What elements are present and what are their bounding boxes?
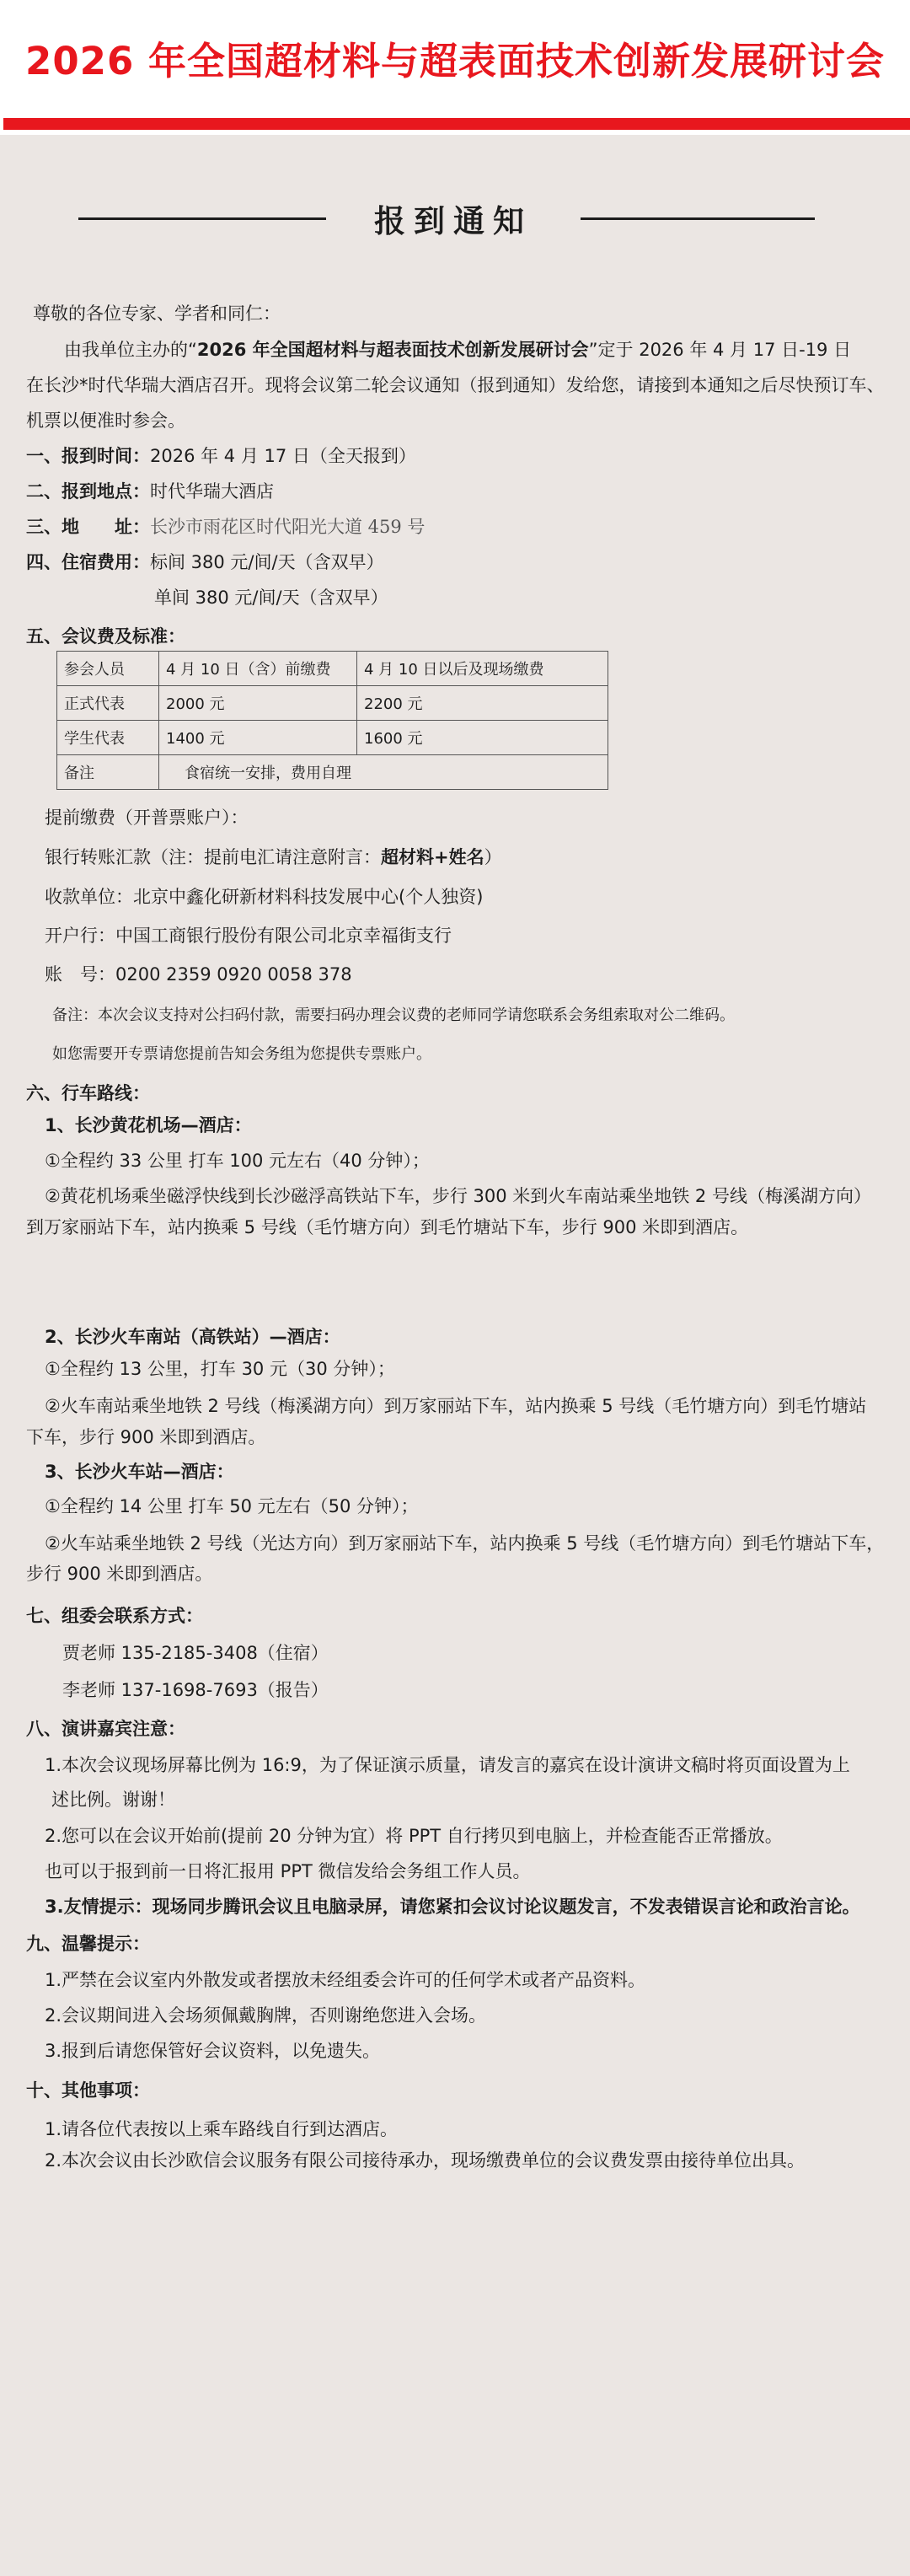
- speaker-note-2: 2.您可以在会议开始前(提前 20 分钟为宜）将 PPT 自行拷贝到电脑上，并检查能否正常播放。: [45, 1826, 783, 1846]
- speaker-note-1: 1.本次会议现场屏幕比例为 16:9，为了保证演示质量，请发言的嘉宾在设计演讲文稿时将页面设置为上: [45, 1755, 850, 1775]
- speaker-note-1-cont: 述比例。谢谢！: [51, 1790, 175, 1810]
- table-cell: 1600 元: [357, 721, 608, 755]
- reminder-2: 2.会议期间进入会场须佩戴胸牌，否则谢绝您进入会场。: [45, 2005, 487, 2026]
- bank-remark: 超材料+姓名: [381, 847, 484, 867]
- route-2-transit-cont: 下车，步行 900 米即到酒店。: [26, 1427, 266, 1447]
- other-1: 1.请各位代表按以上乘车路线自行到达酒店。: [45, 2119, 399, 2139]
- route-1-taxi: ①全程约 33 公里 打车 100 元左右（40 分钟）；: [45, 1151, 430, 1171]
- heading-rule-left: [78, 217, 326, 220]
- section-label: 一、报到时间：: [26, 446, 150, 466]
- section-10-label: 十、其他事项：: [26, 2080, 150, 2101]
- route-2-taxi: ①全程约 13 公里，打车 30 元（30 分钟）；: [45, 1359, 395, 1379]
- table-header-cell: 4 月 10 日（含）前缴费: [159, 652, 357, 686]
- contact-2: 李老师 137-1698-7693（报告）: [62, 1680, 329, 1700]
- heading-rule-right: [581, 217, 815, 220]
- address: [26, 514, 425, 539]
- table-cell: 学生代表: [57, 721, 159, 755]
- route-3-transit-cont: 步行 900 米即到酒店。: [26, 1564, 213, 1584]
- section-label: 四、住宿费用：: [26, 552, 150, 572]
- table-cell: 2200 元: [357, 686, 608, 721]
- header-divider: [3, 118, 910, 130]
- intro-line-3: 机票以便准时参会。: [26, 411, 185, 431]
- section-value: 标间 380 元/间/天（含双早）: [150, 552, 384, 572]
- accommodation-single: 单间 380 元/间/天（含双早）: [154, 588, 388, 608]
- checkin-time: [26, 443, 416, 469]
- intro-line-1: [64, 337, 851, 362]
- speaker-note-3: 3.友情提示：现场同步腾讯会议且电脑录屏，请您紧扣会议讨论议题发言，不发表错误言论和政治言论。: [45, 1897, 860, 1917]
- table-cell: 2000 元: [159, 686, 357, 721]
- route-1-transit: ②黄花机场乘坐磁浮快线到长沙磁浮高铁站下车，步行 300 米到火车南站乘坐地铁 2 号线（梅溪湖方向）: [45, 1186, 871, 1206]
- route-2-transit: ②火车南站乘坐地铁 2 号线（梅溪湖方向）到万家丽站下车，站内换乘 5 号线（毛竹塘方向）到毛竹塘站: [45, 1396, 867, 1416]
- section-label: 二、报到地点：: [26, 481, 150, 502]
- checkin-place: [26, 479, 274, 504]
- route-3-taxi: ①全程约 14 公里 打车 50 元左右（50 分钟）；: [45, 1496, 419, 1516]
- section-value: 2026 年 4 月 17 日（全天报到）: [150, 446, 416, 466]
- greeting: 尊敬的各位专家、学者和同仁：: [33, 303, 281, 324]
- route-3-title: 3、长沙火车站—酒店：: [45, 1462, 234, 1482]
- section-8-label: 八、演讲嘉宾注意：: [26, 1719, 185, 1739]
- intro-pre: 由我单位主办的“: [64, 340, 197, 360]
- intro-conference-name: 2026 年全国超材料与超表面技术创新发展研讨会: [196, 340, 589, 360]
- table-cell: 备注: [57, 755, 159, 790]
- payment-note-2: 如您需要开专票请您提前告知会务组为您提供专票账户。: [52, 1045, 431, 1063]
- page-title: 2026 年全国超材料与超表面技术创新发展研讨会: [25, 39, 885, 83]
- table-cell: 正式代表: [57, 686, 159, 721]
- table-row: [57, 755, 608, 790]
- intro-post: ”定于 2026 年 4 月 17 日-19 日: [588, 340, 852, 360]
- table-cell: 1400 元: [159, 721, 357, 755]
- accommodation: [26, 550, 384, 575]
- table-header-row: [57, 652, 608, 686]
- payment-note-1: 备注：本次会议支持对公扫码付款，需要扫码办理会议费的老师同学请您联系会务组索取对公二维码。: [52, 1006, 735, 1024]
- account-number: 账 号：0200 2359 0920 0058 378: [45, 964, 352, 985]
- route-2-title: 2、长沙火车南站（高铁站）—酒店：: [45, 1327, 340, 1347]
- intro-line-2: 在长沙*时代华瑞大酒店召开。现将会议第二轮会议通知（报到通知）发给您，请接到本通知之后尽快预订车、: [26, 375, 885, 395]
- header: [0, 0, 910, 135]
- bank-name: 开户行：中国工商银行股份有限公司北京幸福街支行: [45, 926, 452, 946]
- section-value: 长沙市雨花区时代阳光大道 459 号: [150, 517, 426, 537]
- section-value: 时代华瑞大酒店: [150, 481, 274, 502]
- payee: 收款单位：北京中鑫化研新材料科技发展中心(个人独资): [45, 887, 484, 907]
- table-row: [57, 686, 608, 721]
- prepay-label: 提前缴费（开普票账户）：: [45, 808, 249, 828]
- bank-pre: 银行转账汇款（注：提前电汇请注意附言：: [45, 847, 381, 867]
- section-6-label: 六、行车路线：: [26, 1083, 150, 1103]
- section-7-label: 七、组委会联系方式：: [26, 1606, 203, 1626]
- section-label: 三、地 址：: [26, 517, 150, 537]
- table-header-cell: 参会人员: [57, 652, 159, 686]
- notice-heading: 报到通知: [374, 203, 533, 239]
- table-header-cell: 4 月 10 日以后及现场缴费: [357, 652, 608, 686]
- route-1-transit-cont: 到万家丽站下车，站内换乘 5 号线（毛竹塘方向）到毛竹塘站下车，步行 900 米即到酒店。: [26, 1217, 749, 1237]
- route-1-title: 1、长沙黄花机场—酒店：: [45, 1115, 252, 1135]
- bank-transfer: [45, 845, 502, 870]
- section-5-label: 五、会议费及标准：: [26, 626, 185, 647]
- table-cell: 食宿统一安排，费用自理: [159, 755, 608, 790]
- reminder-1: 1.严禁在会议室内外散发或者摆放未经组委会许可的任何学术或者产品资料。: [45, 1970, 646, 1990]
- bank-post: ）: [484, 847, 502, 867]
- section-9-label: 九、温馨提示：: [26, 1934, 150, 1954]
- fee-table: [56, 651, 608, 790]
- speaker-note-2-cont: 也可以于报到前一日将汇报用 PPT 微信发给会务组工作人员。: [45, 1861, 531, 1881]
- other-2: 2.本次会议由长沙欧信会议服务有限公司接待承办，现场缴费单位的会议费发票由接待单位出具。: [45, 2150, 806, 2171]
- contact-1: 贾老师 135-2185-3408（住宿）: [62, 1643, 329, 1663]
- reminder-3: 3.报到后请您保管好会议资料，以免遗失。: [45, 2041, 381, 2061]
- route-3-transit: ②火车站乘坐地铁 2 号线（光达方向）到万家丽站下车，站内换乘 5 号线（毛竹塘方向）到毛竹塘站下车，: [45, 1533, 885, 1554]
- table-row: [57, 721, 608, 755]
